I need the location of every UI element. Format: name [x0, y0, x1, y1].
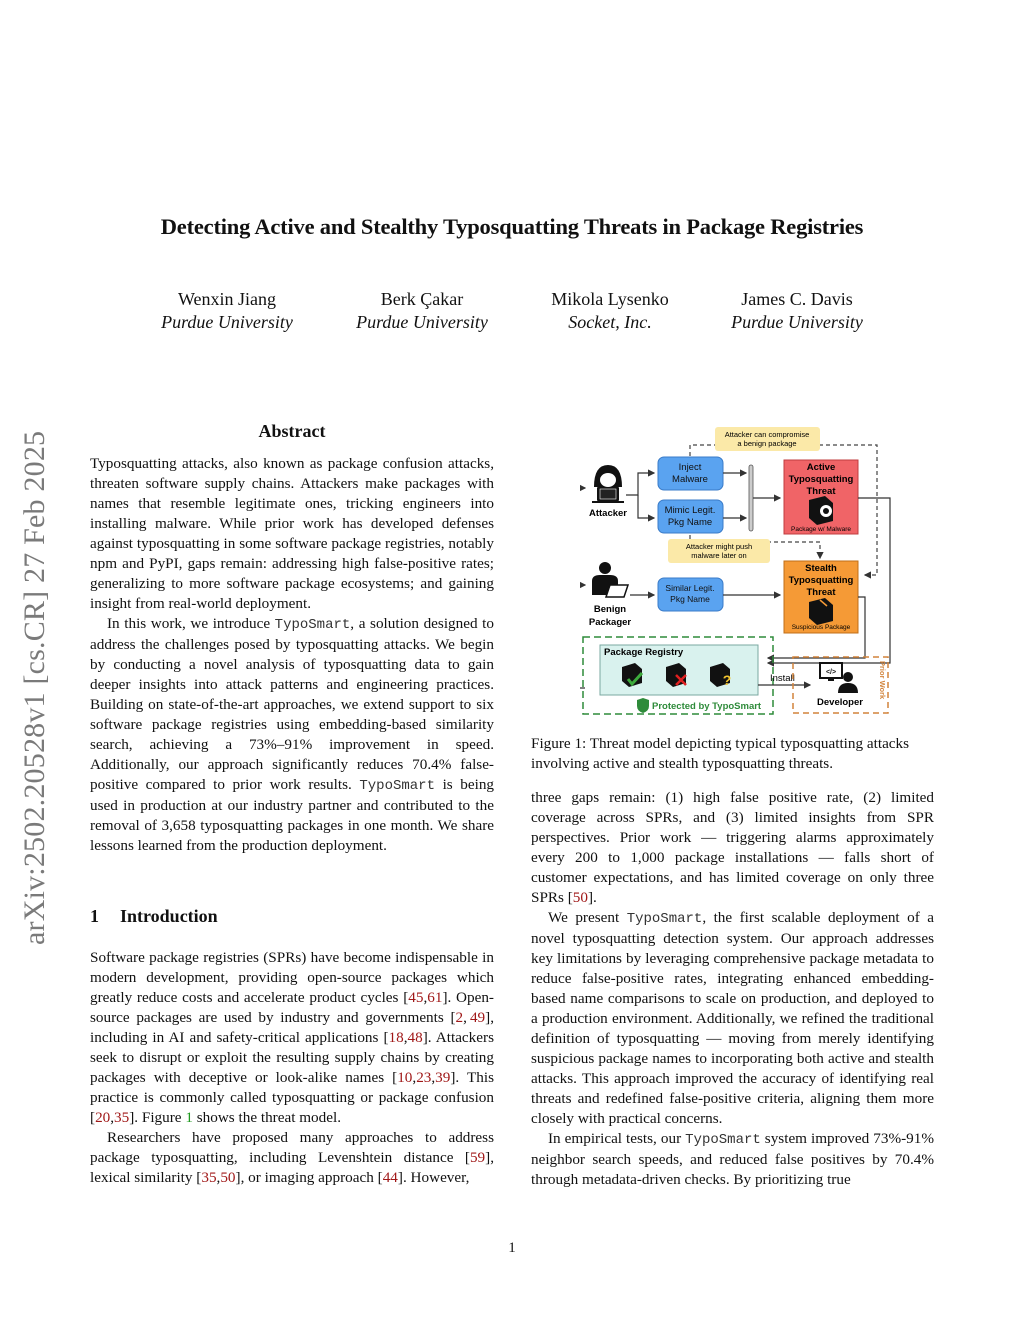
author-affiliation: Purdue University — [161, 312, 293, 332]
developer-icon — [820, 663, 858, 693]
citation-link[interactable]: 35 — [201, 1169, 217, 1186]
tool-name: TypoSmart — [359, 778, 435, 794]
inject-malware-line1: Inject — [678, 462, 702, 473]
join-bar — [749, 465, 753, 531]
figure-caption: Figure 1: Threat model depicting typical typosquatting attacks involving active and stealth typosquatting threats. — [531, 735, 910, 772]
stealth-threat-sub: Suspicious Package — [791, 624, 851, 631]
developer-label: Developer — [817, 697, 863, 708]
abstract-heading: Abstract — [258, 421, 326, 441]
author-name: James C. Davis — [741, 289, 853, 309]
author — [127, 288, 327, 334]
paper-title: Detecting Active and Stealthy Typosquatting Threats in Package Registries — [160, 214, 864, 239]
citation-link[interactable]: 39 — [435, 1069, 451, 1086]
active-threat-line3: Threat — [806, 486, 836, 497]
body-paragraph — [531, 908, 934, 1129]
author-affiliation: Purdue University — [731, 312, 863, 332]
malware-package-icon — [809, 496, 833, 525]
text: We present — [548, 909, 627, 926]
citation-link[interactable]: 10 — [397, 1069, 413, 1086]
benign-label-line1: Benign — [593, 604, 627, 615]
citation-link[interactable]: 44 — [382, 1169, 398, 1186]
prior-work-label: Prior Work — [878, 661, 887, 700]
citation-link[interactable]: 48 — [407, 1029, 423, 1046]
author-affiliation: Purdue University — [356, 312, 488, 332]
author — [697, 288, 897, 334]
abstract-body — [90, 454, 494, 856]
citation-link[interactable]: 50 — [572, 889, 588, 906]
mimic-name-line1: Mimic Legit. — [664, 505, 716, 516]
section-number: 1 — [90, 906, 99, 926]
text: Researchers have proposed many approaches to address package typosquatting, including Levenshtein distance [ — [90, 1129, 494, 1166]
body-paragraph — [531, 1129, 934, 1190]
threat-model-figure — [580, 425, 900, 720]
tool-name: TypoSmart — [685, 1132, 761, 1148]
citation-link[interactable]: 49 — [469, 1009, 486, 1026]
note-push-line1: Attacker might push — [685, 542, 753, 551]
text: Software package registries (SPRs) have become indispensable in modern development, providing open-source packages which greatly reduce costs and accelerate product cycles [ — [90, 949, 494, 1006]
page-number: 1 — [508, 1240, 516, 1256]
text: ]. — [587, 889, 597, 906]
svg-text:?: ? — [722, 672, 732, 688]
svg-text:</>: </> — [825, 669, 837, 676]
text: ]. Figure — [129, 1109, 186, 1126]
benign-packager-icon — [592, 562, 628, 597]
mimic-name-line2: Pkg Name — [667, 517, 713, 528]
section-title: Introduction — [120, 906, 218, 926]
citation-link[interactable]: 50 — [220, 1169, 236, 1186]
intro-body — [90, 948, 494, 1188]
protected-label: Protected by TypoSmart — [652, 701, 762, 712]
text: three gaps remain: (1) high false positive rate, (2) limited coverage across SPRs, and (3) limited insights from SPR perspectives. Prior work — triggering alarms approximately every 200 to 1,000 package installations — falls short of customer expectations, and has limited coverage on only three SPRs [ — [531, 789, 934, 906]
text: ]. However, — [397, 1169, 470, 1186]
citation-link[interactable]: 45 — [408, 989, 424, 1006]
install-label: Install — [770, 673, 795, 684]
text: , the first scalable deployment of a novel typosquatting detection system. Our approach addresses key limitations by leveraging comprehensive package metadata to reduce false-positive rates, integrating enhanced embedding-based name comparisons to scale on production, and deployed to a production environment. Additionally, we refined the traditional definition of typosquatting — moving from merely identifying suspicious package names to incorporating both active and stealth attacks. This approach improved the accuracy of identifying real threats and redefined false-positive criteria, aligning them more closely with practical concerns. — [531, 909, 935, 1127]
text: , a solution designed to address the challenges posed by typosquatting attacks. We begin by conducting a novel analysis of typosquatting data to gain deeper insights into attack patterns and engineering practices. Building on state-of-the-art approaches, we extend support to six software package registries using embedding-based similarity search, achieving a 73%–91% improvement in speed. Additionally, our approach significantly reduces 70.4% false-positive compared to prior work results. — [90, 615, 494, 793]
text: ]. This practice is commonly called typosquatting or package confusion [ — [90, 1069, 494, 1126]
suspicious-package-icon — [809, 598, 833, 625]
author-name: Wenxin Jiang — [177, 289, 277, 309]
right-column-body — [531, 788, 934, 1190]
intro-paragraph: Researchers have proposed many approaches to address package typosquatting, including Levenshtein distance [59], lexical similarity [35,50], or imaging approach [44]. However, — [90, 1129, 494, 1186]
abstract-paragraph: Typosquatting attacks, also known as package confusion attacks, threaten software supply chains. Attackers make packages with names that resemble legitimate ones, tricking engineers into installing malware. While prior work has developed defenses against typosquatting in some software package registries, notably npm and PyPI, gaps remain: addressing high false-positive rates; generalizing to more software package ecosystems; and gaining insight from real-world deployment. — [90, 455, 494, 612]
note-push-line2: malware later on — [691, 551, 747, 560]
arrow-to-mimic — [638, 495, 654, 518]
citation-link[interactable]: 23 — [416, 1069, 432, 1086]
tool-name: TypoSmart — [626, 911, 703, 927]
body-paragraph — [531, 788, 934, 908]
approved-package-icon — [622, 663, 642, 687]
intro-paragraph: Software package registries (SPRs) have become indispensable in modern development, providing open-source packages which greatly reduce costs and accelerate product cycles [45,61]. Open-source packages are used by industry and governments [2, 49], including in AI and safety-critical applications [18,48]. Attackers seek to disrupt or exploit the resulting supply chains by creating packages with deceptive or look-alike names [10,23,39]. This practice is commonly called typosquatting or package confusion [20,35]. Figure 1 shows the threat model. — [90, 949, 494, 1126]
abstract-paragraph — [90, 614, 494, 856]
active-threat-line1: Active — [806, 462, 836, 473]
citation-link[interactable]: 61 — [427, 989, 443, 1006]
stealth-threat-line3: Threat — [806, 587, 836, 598]
tool-name: TypoSmart — [274, 617, 351, 633]
text: ]. Attackers seek to disrupt or exploit the resulting supply chains by creating packages with deceptive or look-alike names [ — [90, 1029, 494, 1086]
note-compromise-line2: a benign package — [737, 439, 797, 448]
figure-link[interactable]: 1 — [185, 1109, 193, 1126]
author — [322, 288, 522, 334]
shield-icon — [637, 698, 649, 713]
author-name: Mikola Lysenko — [551, 289, 669, 309]
inject-malware-line2: Malware — [672, 474, 708, 485]
text: ], including in AI and safety-critical applications [ — [90, 1009, 494, 1046]
active-threat-line2: Typosquatting — [788, 474, 854, 485]
text: In empirical tests, our — [548, 1130, 686, 1147]
active-threat-sub: Package w/ Malware — [791, 526, 851, 533]
note-compromise-line1: Attacker can compromise — [724, 430, 810, 439]
similar-name-line1: Similar Legit. — [665, 583, 715, 593]
arrow-to-inject — [626, 473, 654, 495]
registry-label: Package Registry — [604, 647, 684, 658]
author-name: Berk Çakar — [380, 289, 464, 309]
attacker-label: Attacker — [588, 508, 628, 519]
rejected-package-icon — [666, 663, 686, 687]
text: In this work, we introduce — [107, 615, 275, 632]
citation-link[interactable]: 2 — [455, 1009, 464, 1026]
similar-name-line2: Pkg Name — [670, 594, 710, 604]
text: shows the threat model. — [192, 1109, 341, 1126]
arxiv-stamp: arXiv:2502.20528v1 [cs.CR] 27 Feb 2025 — [18, 430, 51, 945]
text: ]. Open-source packages are used by industry and governments [ — [90, 989, 494, 1026]
text: system improved 73%-91% neighbor search speeds, and reduced false positives by 70.4% through metadata-driven checks. By prioritizing true — [531, 1130, 934, 1188]
benign-label-line2: Packager — [588, 617, 632, 628]
author-affiliation: Socket, Inc. — [568, 312, 652, 332]
citation-link[interactable]: 35 — [114, 1109, 130, 1126]
stealth-threat-line1: Stealth — [805, 563, 837, 574]
author — [510, 288, 710, 334]
text: is being used in production at our industry partner and contributed to the removal of 3,658 typosquatting packages in one month. We share lessons learned from the production deployment. — [90, 776, 495, 854]
stealth-threat-line2: Typosquatting — [788, 575, 854, 586]
text: ], lexical similarity [ — [90, 1149, 494, 1186]
text: ], or imaging approach [ — [235, 1169, 383, 1186]
citation-link[interactable]: 18 — [388, 1029, 404, 1046]
citation-link[interactable]: 59 — [469, 1149, 486, 1166]
threat-model-diagram — [580, 425, 900, 720]
attacker-icon — [592, 465, 624, 503]
section-heading — [90, 906, 218, 927]
citation-link[interactable]: 20 — [95, 1109, 111, 1126]
